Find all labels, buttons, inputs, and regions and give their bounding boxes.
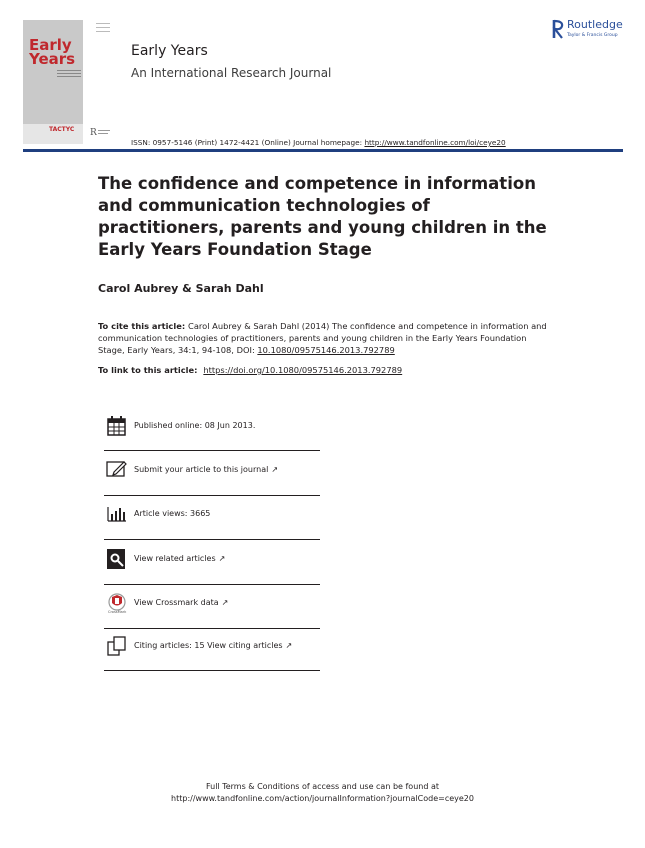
crossmark-link[interactable] (134, 598, 228, 607)
cover-title-line2: Years (29, 50, 76, 68)
journal-subtitle: An International Research Journal (131, 66, 332, 80)
cover-publisher-logo-icon (90, 126, 112, 138)
bar-chart-icon (106, 503, 128, 525)
divider (104, 670, 320, 671)
cite-text: Carol Aubrey & Sarah Dahl (2014) The confidence and competence in information and communication technologies of practitioners, parents and young children in the Early Years Foundation Stage, Early Years, 34:1, 94-108, DOI: (98, 321, 547, 355)
citing-articles-link[interactable] (134, 641, 292, 650)
issn-line (131, 138, 506, 147)
svg-text:R: R (90, 128, 97, 138)
article-doi-url[interactable]: https://doi.org/10.1080/09575146.2013.792789 (203, 365, 403, 375)
cover-badge: TACTYC (49, 126, 75, 133)
crossmark-row[interactable] (104, 592, 320, 636)
article-views-text: Article views: 3665 (134, 509, 211, 518)
journal-title: Early Years (131, 43, 208, 59)
external-link-icon: ↗ (218, 554, 226, 563)
journal-cover-thumbnail (23, 20, 83, 144)
article-title: The confidence and competence in information and communication technologies of practitioners, parents and young children in the Early Years Foundation Stage (98, 174, 547, 259)
divider (104, 584, 320, 585)
calendar-icon (106, 415, 128, 437)
publisher-name: Routledge (567, 18, 623, 31)
crossmark-icon (106, 592, 128, 614)
citing-articles-row[interactable] (104, 635, 320, 679)
citation-block (98, 320, 548, 356)
submit-article-link[interactable] (134, 465, 278, 474)
link-label: To link to this article: (98, 365, 201, 375)
doi-link[interactable]: 10.1080/09575146.2013.792789 (257, 345, 395, 355)
cite-label: To cite this article: (98, 321, 189, 331)
divider (104, 628, 320, 629)
cover-subtitle-placeholder (57, 68, 81, 79)
publisher-tagline: Taylor & Francis Group (567, 33, 618, 38)
external-link-icon: ↗ (285, 641, 293, 650)
submit-article-row[interactable] (104, 459, 320, 503)
related-articles-label: View related articles (134, 554, 216, 563)
crossmark-label: View Crossmark data (134, 598, 219, 607)
issn-text: ISSN: 0957-5146 (Print) 1472-4421 (Online) Journal homepage: (131, 138, 365, 147)
divider (104, 450, 320, 451)
routledge-logo-icon (552, 18, 562, 40)
header-rule (23, 149, 623, 152)
divider (104, 495, 320, 496)
related-articles-link[interactable] (134, 554, 225, 563)
submit-article-label: Submit your article to this journal (134, 465, 269, 474)
footer-terms-line: Full Terms & Conditions of access and use can be found at (205, 782, 439, 791)
external-link-icon: ↗ (221, 598, 229, 607)
search-document-icon (106, 548, 128, 570)
article-views-row (104, 503, 320, 547)
journal-homepage-link[interactable]: http://www.tandfonline.com/loi/ceye20 (364, 138, 506, 147)
cover-title-line1: Early (29, 36, 72, 54)
svg-text:CrossMark: CrossMark (108, 610, 127, 614)
published-online-row (104, 415, 320, 459)
cover-barcode-icon (96, 20, 110, 34)
citing-documents-icon (106, 635, 128, 657)
footer-terms-url[interactable]: http://www.tandfonline.com/action/journalInformation?journalCode=ceye20 (171, 794, 474, 803)
related-articles-row[interactable] (104, 548, 320, 592)
external-link-icon: ↗ (271, 465, 279, 474)
article-link-line (98, 365, 402, 375)
published-online-text: Published online: 08 Jun 2013. (134, 421, 256, 430)
citing-articles-label: Citing articles: 15 View citing articles (134, 641, 283, 650)
divider (104, 539, 320, 540)
edit-note-icon (106, 459, 128, 481)
cover-title (29, 38, 75, 66)
article-authors: Carol Aubrey & Sarah Dahl (98, 282, 264, 295)
